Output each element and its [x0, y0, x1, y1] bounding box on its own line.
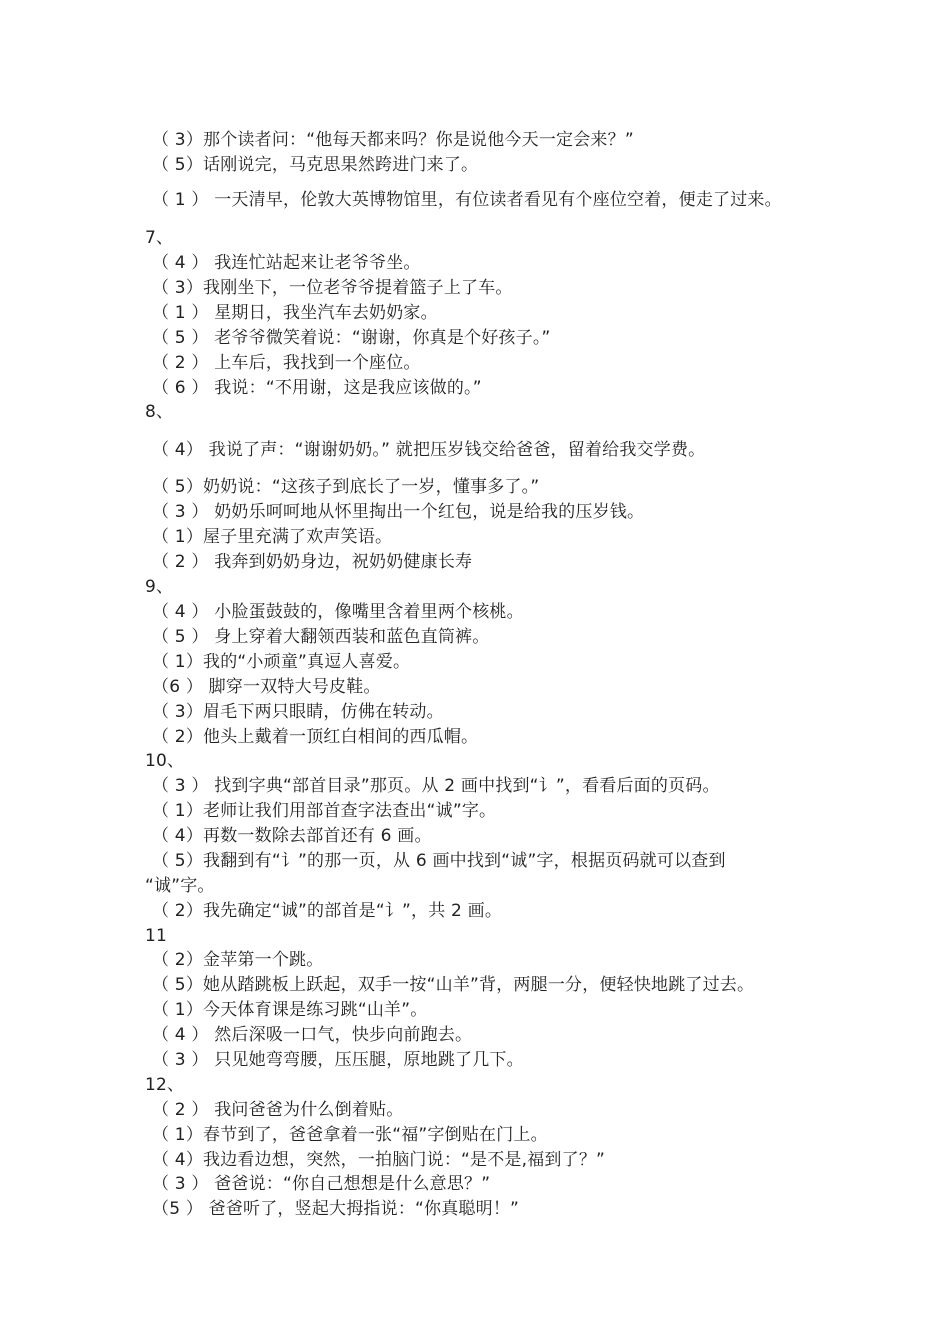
text-line-continuation: “诚”字。 [145, 876, 215, 896]
text-line: （ 3 ） 爸爸说：“你自己想想是什么意思？” [152, 1174, 491, 1194]
text-line: （ 3）那个读者问：“他每天都来吗？你是说他今天一定会来？” [152, 130, 634, 150]
text-line: （ 4）再数一数除去部首还有 6 画。 [152, 826, 432, 846]
text-line: （ 1）老师让我们用部首查字法查出“诚”字。 [152, 801, 497, 821]
text-line: （ 3 ） 奶奶乐呵呵地从怀里掏出一个红包，说是给我的压岁钱。 [152, 502, 645, 522]
text-line: （ 5）她从踏跳板上跃起，双手一按“山羊”背，两腿一分，便轻快地跳了过去。 [152, 975, 755, 995]
text-line: （ 4）我边看边想，突然，一拍脑门说：“是不是,福到了？” [152, 1150, 606, 1170]
section-number: 10、 [145, 751, 185, 771]
text-line: （ 1）春节到了，爸爸拿着一张“福”字倒贴在门上。 [152, 1125, 548, 1145]
text-line: （ 2）他头上戴着一顶红白相间的西瓜帽。 [152, 727, 479, 747]
text-line: （ 3 ） 找到字典“部首目录”那页。从 2 画中找到“讠”，看看后面的页码。 [152, 776, 720, 796]
text-line: （ 1 ） 一天清早，伦敦大英博物馆里，有位读者看见有个座位空着，便走了过来。 [152, 190, 782, 210]
text-line: （ 5 ） 身上穿着大翻领西装和蓝色直筒裤。 [152, 627, 490, 647]
text-line: （ 2 ） 我问爸爸为什么倒着贴。 [152, 1100, 404, 1120]
text-line: （5 ） 爸爸听了，竖起大拇指说：“你真聪明！” [152, 1199, 520, 1219]
text-line: （ 4 ） 小脸蛋鼓鼓的，像嘴里含着里两个核桃。 [152, 602, 524, 622]
section-number: 8、 [145, 402, 174, 422]
text-line: （ 1 ） 星期日，我坐汽车去奶奶家。 [152, 303, 438, 323]
text-line: （ 2）金苹第一个跳。 [152, 950, 324, 970]
text-line: （ 3）我刚坐下，一位老爷爷提着篮子上了车。 [152, 278, 513, 298]
text-line: （ 4 ） 然后深吸一口气，快步向前跑去。 [152, 1025, 473, 1045]
section-number: 7、 [145, 228, 174, 248]
text-line: （ 1）今天体育课是练习跳“山羊”。 [152, 1000, 428, 1020]
text-line: （ 6 ） 我说：“不用谢，这是我应该做的。” [152, 378, 482, 398]
section-number: 12、 [145, 1075, 185, 1095]
text-line: （ 5）话刚说完，马克思果然跨进门来了。 [152, 155, 479, 175]
text-line: （6 ） 脚穿一双特大号皮鞋。 [152, 677, 381, 697]
text-line: （ 2 ） 我奔到奶奶身边，祝奶奶健康长寿 [152, 552, 473, 572]
text-line: （ 3 ） 只见她弯弯腰，压压腿，原地跳了几下。 [152, 1050, 524, 1070]
text-line: （ 4） 我说了声：“谢谢奶奶。” 就把压岁钱交给爸爸，留着给我交学费。 [152, 440, 706, 460]
text-line: （ 5）奶奶说：“这孩子到底长了一岁，懂事多了。” [152, 477, 540, 497]
text-line: （ 2）我先确定“诚”的部首是“讠”，共 2 画。 [152, 901, 503, 921]
section-number: 9、 [145, 577, 174, 597]
text-line: （ 3）眉毛下两只眼睛，仿佛在转动。 [152, 702, 444, 722]
text-line: （ 1）屋子里充满了欢声笑语。 [152, 527, 393, 547]
text-line: （ 4 ） 我连忙站起来让老爷爷坐。 [152, 253, 421, 273]
text-line: （ 5 ） 老爷爷微笑着说：“谢谢，你真是个好孩子。” [152, 328, 551, 348]
text-line: （ 2 ） 上车后，我找到一个座位。 [152, 353, 421, 373]
text-line: （ 5）我翻到有“讠”的那一页，从 6 画中找到“诚”字，根据页码就可以查到 [152, 851, 726, 871]
text-line: （ 1）我的“小顽童”真逗人喜爱。 [152, 652, 411, 672]
section-number: 11 [145, 926, 168, 946]
